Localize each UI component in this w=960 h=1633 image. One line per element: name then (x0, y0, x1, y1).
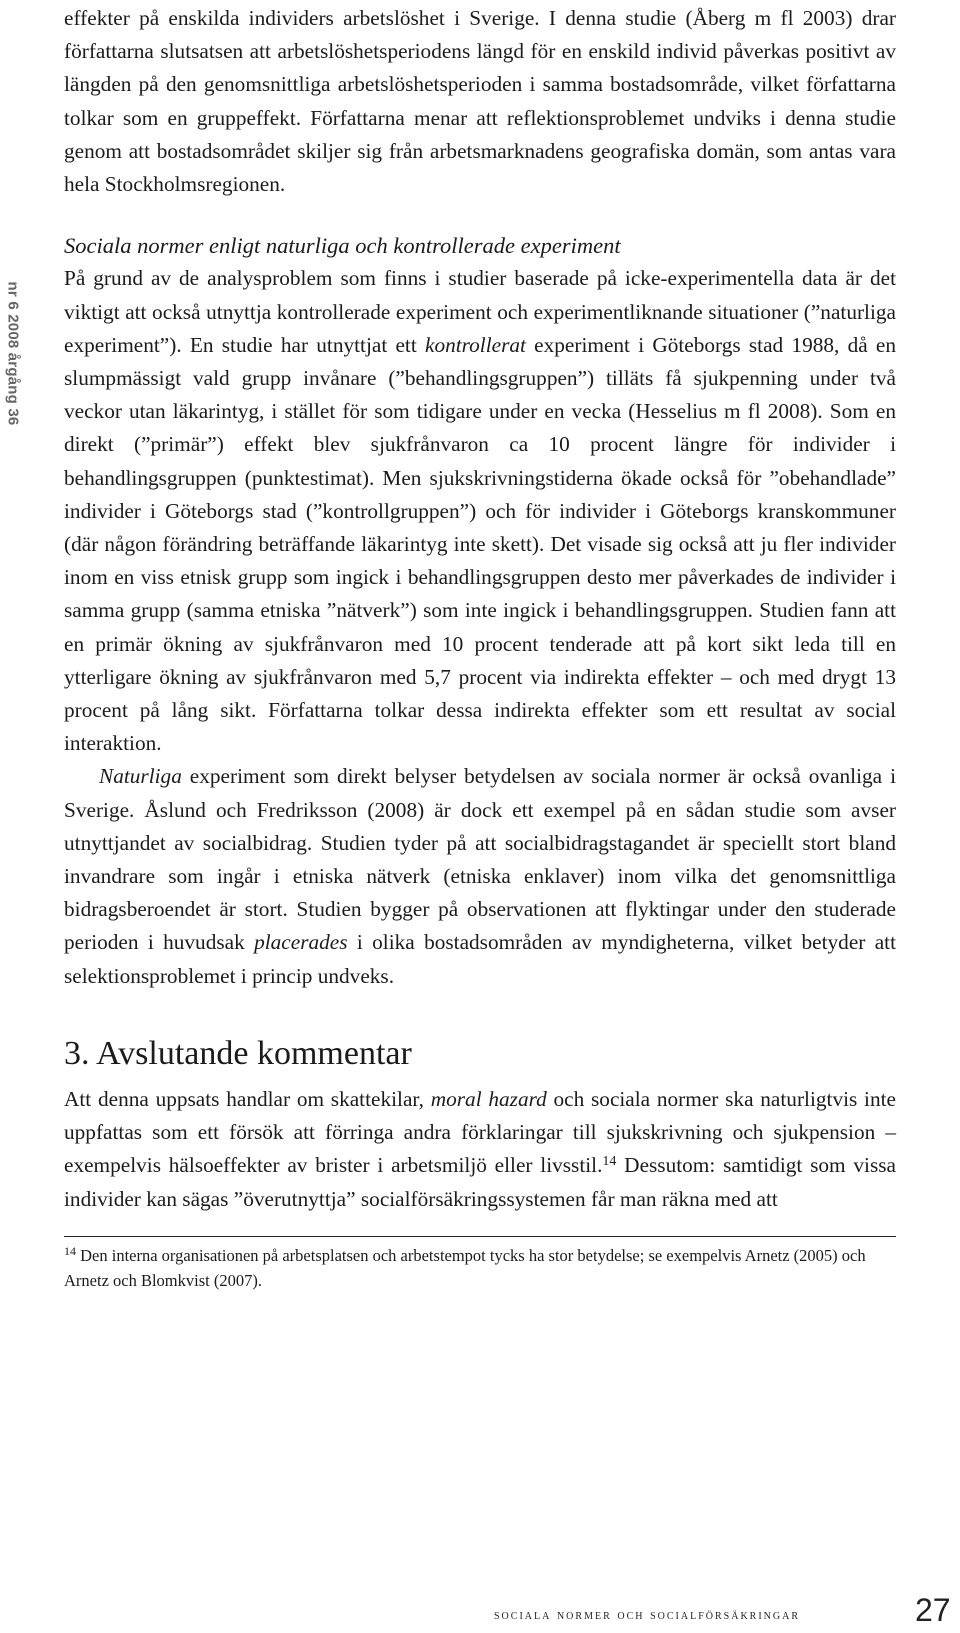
paragraph-experiments-part2: experiment i Göteborgs stad 1988, då en slumpmässigt vald grupp invånare (”behandlingsgruppen”) tilläts få sjukpenning under två veckor utan läkarintyg, i stället för som tidigare under en vecka (Hesselius m fl 2008). Som en direkt (”primär”) effekt blev sjukfrånvaron ca 10 procent längre för individer i behandlingsgruppen (punktestimat). Men sjukskrivningstiderna ökade också för ”obehandlade” individer i Göteborgs stad (”kontrollgruppen”) och för individer i Göteborgs kranskommuner (där någon förändring beträffande läkarintyg inte skett). Det visade sig också att ju fler individer inom en viss etnisk grupp som ingick i behandlingsgruppen desto mer påverkades de individer i samma grupp (samma etniska ”nätverk”) som inte ingick i behandlingsgruppen. Studien fann att en primär ökning av sjukfrånvaron med 10 procent tenderade att på kort sikt leda till en ytterligare ökning av sjukfrånvaron med 5,7 procent via indirekta effekter – och med drygt 13 procent på lång sikt. Författarna tolkar dessa indirekta effekter som ett resultat av social interaktion. (64, 332, 896, 756)
section-heading: 3. Avslutande kommentar (64, 1034, 412, 1072)
footnote-text: Den interna organisationen på arbetsplatsen och arbetstempot tycks ha stor betydelse; se exempelvis Arnetz (2005) och Arnetz och Blomkvist (2007). (64, 1245, 866, 1290)
paragraph-natural-part2: i olika bostadsområden av myndigheterna, vilket betyder att selektionsproblemet i princip undveks. (64, 930, 896, 988)
footnote-reference[interactable]: 14 (602, 1154, 617, 1170)
footnote-divider (64, 1236, 896, 1237)
paragraph-natural-emphasis-2: placerades (254, 930, 348, 955)
paragraph-concluding-emphasis: moral hazard (430, 1086, 547, 1111)
paragraph-concluding-part2: och sociala normer ska naturligtvis inte uppfattas som ett försök att förringa andra förklaringar till sjukskrivning och sjukpension – exempelvis hälsoeffekter av brister i arbetsmiljö eller livsstil. (64, 1086, 896, 1178)
paragraph-natural-part1: experiment som direkt belyser betydelsen av sociala normer är också ovanliga i Sverige. Åslund och Fredriksson (2008) är dock ett exempel på en sådan studie som avser utnyttjandet av socialbidrag. Studien tyder på att socialbidragstagandet är speciellt stort bland invandrare som ingår i etniska nätverk (etniska enklaver) inom vilka det genomsnittliga bidragsberoendet är stort. Studien bygger på observationen att flyktingar under den studerade perioden i huvudsak (64, 764, 896, 955)
footnote-number: 14 (64, 1243, 76, 1258)
footnote (64, 1243, 896, 1293)
page-number: 27 (915, 1592, 951, 1628)
paragraph-experiments-part1: På grund av de analysproblem som finns i studier baserade på icke-experimentella data är det viktigt att också utnyttja kontrollerade experiment och experimentliknande situationer (”naturliga experiment”). En studie har utnyttjat ett (64, 266, 896, 357)
paragraph-concluding-part3: Dessutom: samtidigt som vissa individer kan sägas ”överutnyttja” socialförsäkringssystemen får man räkna med att (64, 1153, 896, 1211)
paragraph-experiments (64, 262, 896, 760)
side-label-text: nr 6 2008 årgång 36 (4, 281, 22, 425)
paragraph-concluding (64, 1083, 896, 1216)
journal-issue-side-label (0, 260, 26, 446)
paragraph-concluding-part1: Att denna uppsats handlar om skattekilar, (64, 1086, 431, 1111)
page-body (64, 2, 896, 1293)
subsection-heading: Sociala normer enligt naturliga och kontrollerade experiment (64, 233, 621, 259)
running-footer: sociala normer och socialförsäkringar (494, 1607, 801, 1623)
paragraph-top: effekter på enskilda individers arbetslöshet i Sverige. I denna studie (Åberg m fl 2003) drar författarna slutsatsen att arbetslöshetsperiodens längd för en enskild individ påverkas positivt av längden på den genomsnittliga arbetslöshetsperioden i samma bostadsområde, vilket författarna tolkar som en gruppeffekt. Författarna menar att reflektionsproblemet undviks i denna studie genom att bostadsområdet skiljer sig från arbetsmarknadens geografiska domän, som antas vara hela Stockholmsregionen. (64, 6, 896, 197)
paragraph-natural-experiments (64, 760, 896, 992)
paragraph-natural-emphasis-1: Naturliga (99, 764, 182, 789)
paragraph-experiments-emphasis: kontrollerat (425, 332, 526, 357)
